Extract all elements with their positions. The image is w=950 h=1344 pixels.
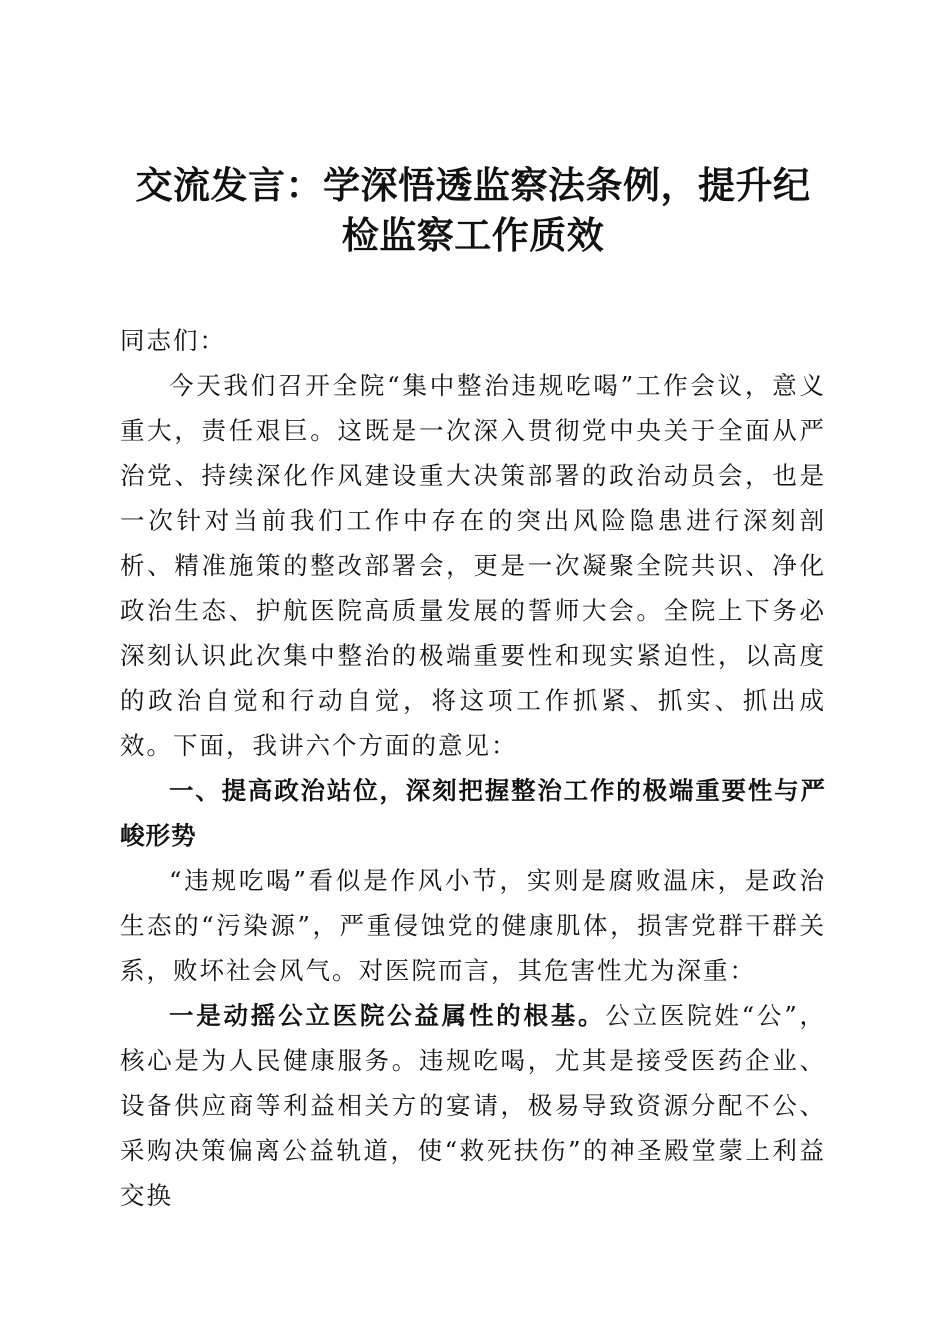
salutation: 同志们： (120, 326, 226, 355)
document-title: 交流发言：学深悟透监察法条例，提升纪检监察工作质效 (135, 163, 811, 257)
paragraph-point1 (120, 993, 826, 1218)
section-heading-1: 一、提高政治站位，深刻把握整治工作的极端重要性与严峻形势 (120, 776, 826, 850)
paragraph-section1: “违规吃喝”看似是作风小节，实则是腐败温床，是政治生态的“污染源”，严重侵蚀党的健康肌体，损害党群干群关系，败坏社会风气。对医院而言，其危害性尤为深重： (120, 866, 826, 985)
document-body (120, 318, 826, 1218)
point1-lead: 一是动摇公立医院公益属性的根基。 (169, 1001, 606, 1030)
point1-text: 公立医院姓“公”，核心是为人民健康服务。违规吃喝，尤其是接受医药企业、设备供应商等利益相关方的宴请，极易导致资源分配不公、采购决策偏离公益轨道，使“救死扶伤”的神圣殿堂蒙上利益交换 (120, 1001, 826, 1210)
paragraph-intro: 今天我们召开全院“集中整治违规吃喝”工作会议，意义重大，责任艰巨。这既是一次深入贯彻党中央关于全面从严治党、持续深化作风建设重大决策部署的政治动员会，也是一次针对当前我们工作中存在的突出风险隐患进行深刻剖析、精准施策的整改部署会，更是一次凝聚全院共识、净化政治生态、护航医院高质量发展的誓师大会。全院上下务必深刻认识此次集中整治的极端重要性和现实紧迫性，以高度的政治自觉和行动自觉，将这项工作抓紧、抓实、抓出成效。下面，我讲六个方面的意见： (120, 371, 826, 760)
